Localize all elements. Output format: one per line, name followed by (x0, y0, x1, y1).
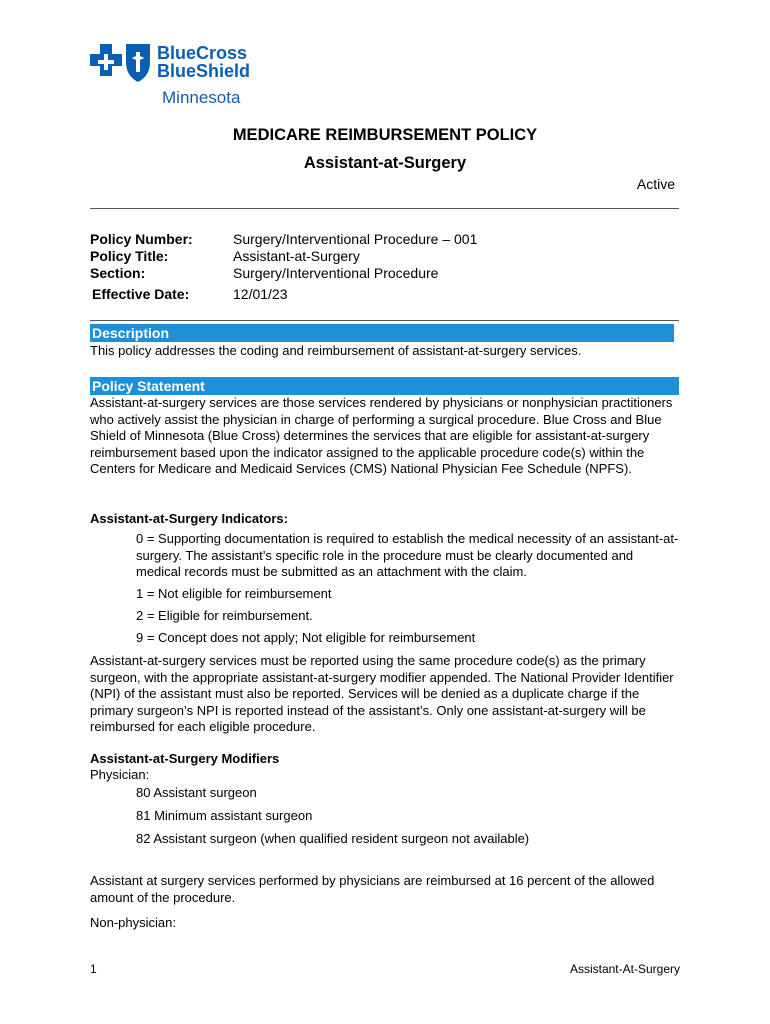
indicator-item: 0 = Supporting documentation is required to establish the medical necessity of an assistant-at-surgery. The assistant’s specific role in the procedure must be clearly documented and medical records must be submitted as an attachment with the claim. (136, 531, 679, 579)
physician-label: Physician: (90, 767, 150, 782)
page-title: MEDICARE REIMBURSEMENT POLICY (232, 126, 538, 144)
modifiers-heading: Assistant-at-Surgery Modifiers (90, 751, 280, 766)
page-number: 1 (90, 962, 97, 976)
effective-date-value: 12/01/23 (233, 286, 288, 302)
policy-number-value: Surgery/Interventional Procedure – 001 (233, 231, 478, 247)
description-text: This policy addresses the coding and reimbursement of assistant-at-surgery services. (90, 343, 582, 358)
modifier-item: 80 Assistant surgeon (136, 785, 257, 800)
policy-title-value: Assistant-at-Surgery (233, 248, 360, 264)
non-physician-label: Non-physician: (90, 915, 176, 930)
section-label: Section: (90, 265, 146, 281)
modifier-item: 82 Assistant surgeon (when qualified resident surgeon not available) (136, 831, 530, 846)
description-heading: Description (90, 324, 674, 342)
section-value: Surgery/Interventional Procedure (233, 265, 439, 281)
reimbursement-text: Assistant at surgery services performed by physicians are reimbursed at 16 percent of the allowed amount of the procedure. (90, 873, 655, 905)
logo-line-1: BlueCross (157, 43, 248, 63)
logo-line-2: BlueShield (157, 61, 251, 81)
policy-statement-heading: Policy Statement (90, 377, 679, 395)
indicator-item: 1 = Not eligible for reimbursement (136, 586, 332, 601)
policy-number-label: Policy Number: (90, 231, 193, 247)
effective-date-label: Effective Date: (92, 286, 190, 302)
modifier-item: 81 Minimum assistant surgeon (136, 808, 313, 823)
reporting-text: Assistant-at-surgery services must be reported using the same procedure code(s) as the primary surgeon, with the appropriate assistant-at-surgery modifier appended. The National Provider Identifier (NPI) of the assistant must also be reported. Services will be denied as a duplicate charge if the primary surgeon’s NPI is reported instead of the assistant’s. Only one assistant-at-surgery will be reimbursed for each eligible procedure. (90, 653, 674, 734)
indicators-heading: Assistant-at-Surgery Indicators: (90, 511, 288, 526)
bcbs-cross-shield-icon (90, 42, 154, 84)
status-label: Active (636, 176, 675, 192)
logo-line-3: Minnesota (162, 88, 241, 107)
page-subtitle: Assistant-at-Surgery (303, 154, 467, 172)
policy-title-label: Policy Title: (90, 248, 169, 264)
logo-wordmark (157, 44, 250, 80)
divider (90, 320, 679, 321)
indicator-item: 9 = Concept does not apply; Not eligible for reimbursement (136, 630, 476, 645)
indicator-item: 2 = Eligible for reimbursement. (136, 608, 313, 623)
divider (90, 208, 679, 209)
policy-statement-text: Assistant-at-surgery services are those services rendered by physicians or nonphysician practitioners who actively assist the physician in charge of performing a surgical procedure. Blue Cross and Blue Shield of Minnesota (Blue Cross) determines the services that are eligible for assistant-at-surgery reimbursement based upon the indicator assigned to the applicable procedure code(s) within the Centers for Medicare and Medicaid Services (CMS) National Physician Fee Schedule (NPFS). (90, 395, 673, 476)
footer-doc-name: Assistant-At-Surgery (569, 962, 680, 976)
